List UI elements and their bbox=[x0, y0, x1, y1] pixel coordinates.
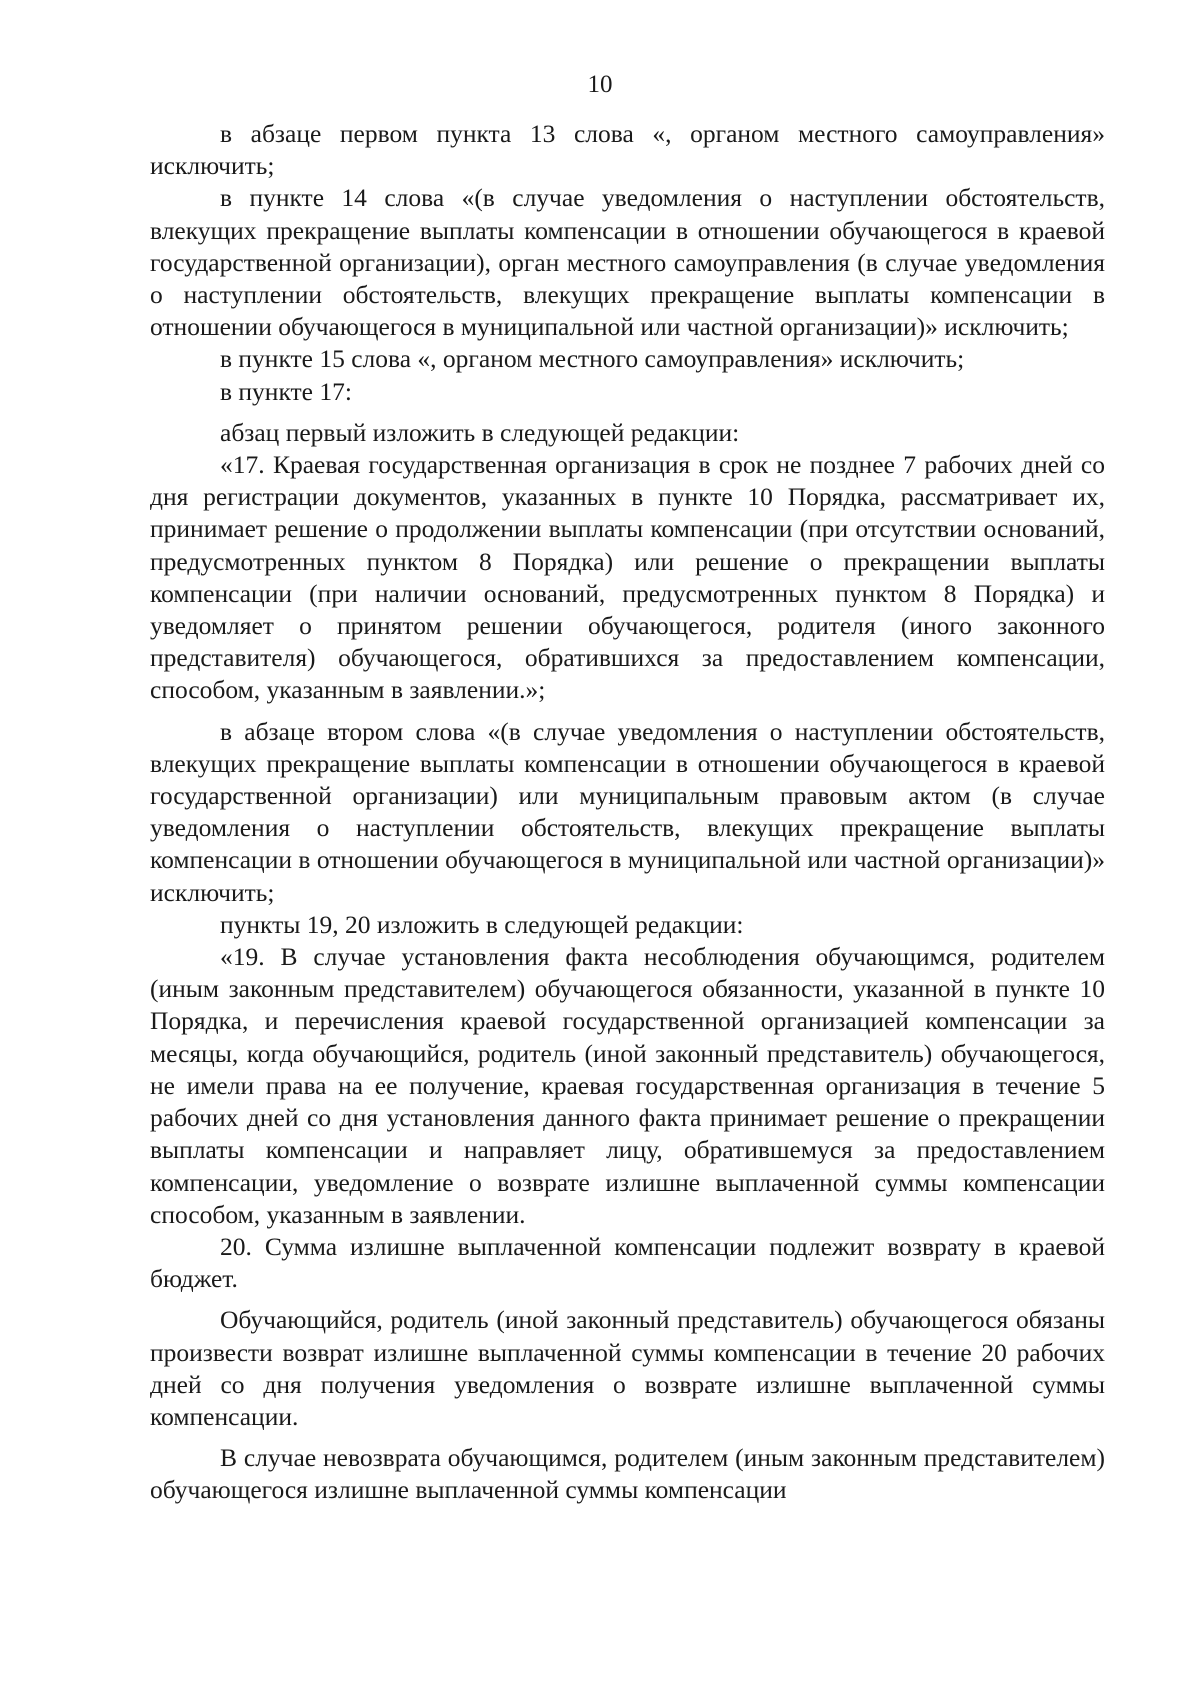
paragraph-item-17-first-abzac: абзац первый изложить в следующей редакции: bbox=[220, 417, 740, 447]
paragraph-item-15-amendment: в пункте 15 слова «, органом местного самоуправления» исключить; bbox=[220, 344, 965, 374]
paragraph-item-17-new-text: «17. Краевая государственная организация в срок не позднее 7 рабочих дней со дня регистрации документов, указанных в пункте 10 Порядка, рассматривает их, принимает решение о продолжении выплаты компенсации (при отсутствии оснований, предусмотренных пунктом 8 Порядка) или решение о прекращении выплаты компенсации (при наличии оснований, предусмотренных пунктом 8 Порядка) и уведомляет о принятом решении обучающегося, родителя (иного законного представителя) обучающегося, обратившихся за предоставлением компенсации, способом, указанным в заявлении.»; bbox=[150, 450, 1105, 705]
paragraph-items-19-20-heading: пункты 19, 20 изложить в следующей редакции: bbox=[220, 909, 744, 939]
paragraph-item-14-amendment: в пункте 14 слова «(в случае уведомления о наступлении обстоятельств, влекущих прекращение выплаты компенсации в отношении обучающегося в краевой государственной организации), орган местного самоуправления (в случае уведомления о наступлении обстоятельств, влекущих прекращение выплаты компенсации в отношении обучающегося в муниципальной или частной организации)» исключить; bbox=[150, 183, 1105, 342]
paragraph-item-20-new-text: 20. Сумма излишне выплаченной компенсации подлежит возврату в краевой бюджет. bbox=[150, 1231, 1105, 1294]
paragraph-item-17-heading: в пункте 17: bbox=[220, 376, 352, 406]
paragraph-refund-obligation: Обучающийся, родитель (иной законный представитель) обучающегося обязаны произвести возврат излишне выплаченной суммы компенсации в течение 20 рабочих дней со дня получения уведомления о возврате излишне выплаченной суммы компенсации. bbox=[150, 1305, 1105, 1431]
paragraph-item-19-new-text: «19. В случае установления факта несоблюдения обучающимся, родителем (иным законным представителем) обучающегося обязанности, указанной в пункте 10 Порядка, и перечисления краевой государственной организацией компенсации за месяцы, когда обучающийся, родитель (иной законный представитель) обучающегося, не имели права на ее получение, краевая государственная организация в течение 5 рабочих дней со дня установления данного факта принимает решение о прекращении выплаты компенсации и направляет лицу, обратившемуся за предоставлением компенсации, уведомление о возврате излишне выплаченной суммы компенсации способом, указанным в заявлении. bbox=[150, 942, 1105, 1229]
paragraph-item-17-second-abzac: в абзаце втором слова «(в случае уведомления о наступлении обстоятельств, влекущих прекращение выплаты компенсации в отношении обучающегося в краевой государственной организации) или муниципальным правовым актом (в случае уведомления о наступлении обстоятельств, влекущих прекращение выплаты компенсации в отношении обучающегося в муниципальной или частной организации)» исключить; bbox=[150, 716, 1105, 907]
paragraph-non-refund-case: В случае невозврата обучающимся, родителем (иным законным представителем) обучающегося излишне выплаченной суммы компенсации bbox=[150, 1443, 1105, 1505]
document-body bbox=[150, 118, 1105, 1507]
page-number: 10 bbox=[587, 71, 613, 98]
paragraph-item-13-amendment: в абзаце первом пункта 13 слова «, органом местного самоуправления» исключить; bbox=[150, 119, 1105, 181]
